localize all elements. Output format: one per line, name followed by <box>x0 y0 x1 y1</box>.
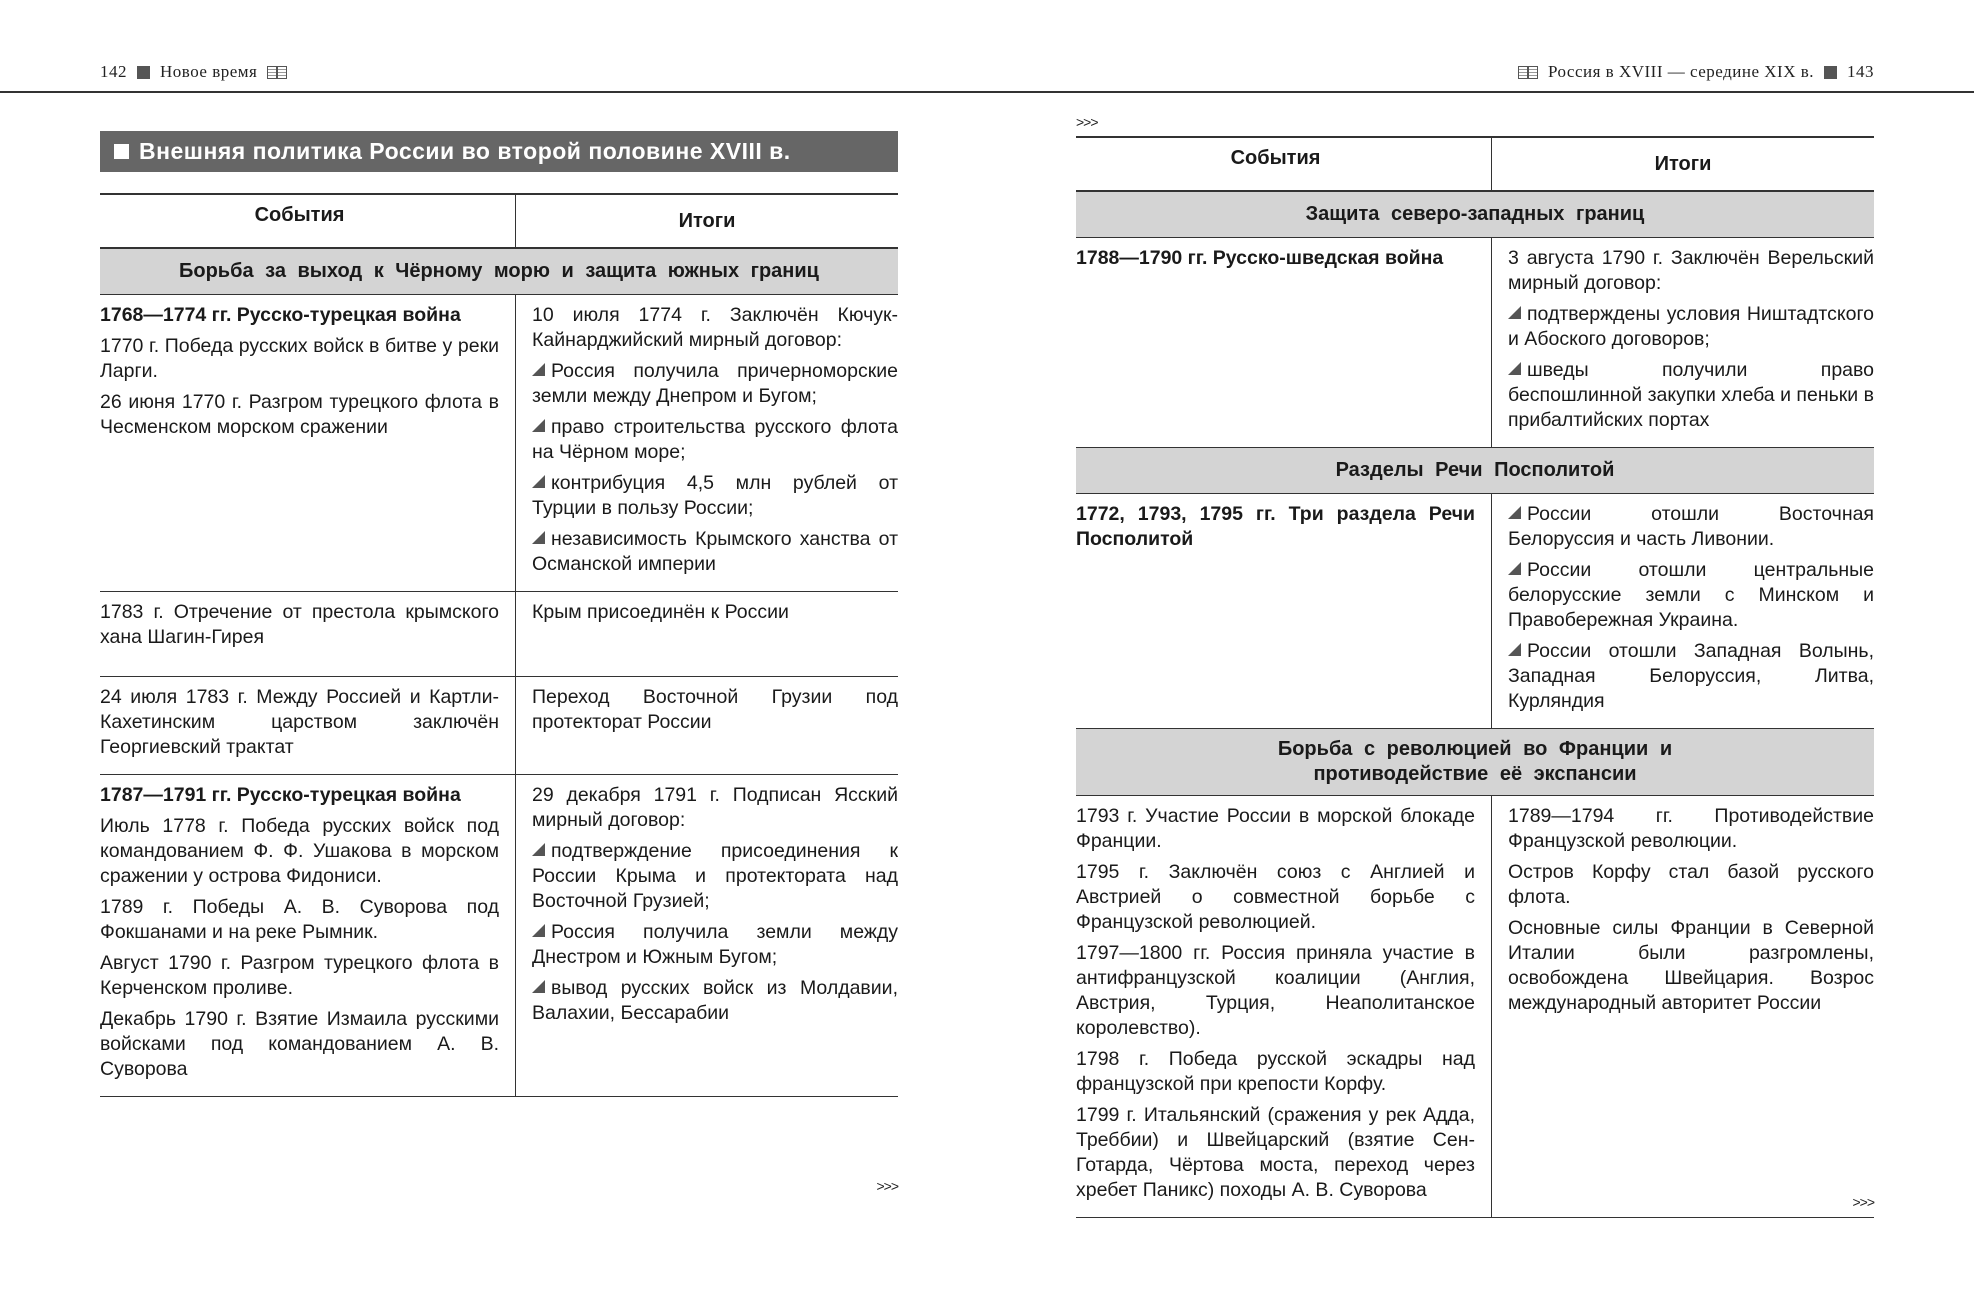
bullet-list <box>1508 502 1874 714</box>
table-row <box>100 677 898 775</box>
events-cell <box>100 592 516 677</box>
triangle-bullet-icon <box>1508 643 1521 656</box>
results-cell <box>1492 494 1875 729</box>
section-row <box>1076 191 1874 238</box>
table-header-row <box>100 194 898 248</box>
bullet-item <box>1508 639 1874 714</box>
table-row <box>1076 494 1874 729</box>
bullet-text: подтверждение присоединения к России Крыма и протектората над Восточной Грузией; <box>532 840 898 912</box>
bullet-list <box>532 839 898 1026</box>
events-cell <box>100 295 516 592</box>
bullet-text: России отошли Западная Волынь, Западная Белоруссия, Литва, Курляндия <box>1508 640 1874 712</box>
col-header-results: Итоги <box>1492 137 1875 191</box>
result-intro: 3 августа 1790 г. Заключён Верельский мирный договор: <box>1508 247 1874 294</box>
section-row <box>1076 448 1874 494</box>
table-row <box>100 295 898 592</box>
section-row <box>100 248 898 295</box>
triangle-bullet-icon <box>1508 562 1521 575</box>
continue-marker: >>> <box>1852 1194 1874 1210</box>
event-text: 1789—1794 гг. Противодействие Французской революции. <box>1508 805 1874 852</box>
event-text: Август 1790 г. Разгром турецкого флота в Керченском проливе. <box>100 952 499 999</box>
event-text: Июль 1778 г. Победа русских войск под командованием Ф. Ф. Ушакова в морском сражении у острова Фидониси. <box>100 815 499 887</box>
results-cell <box>516 295 899 592</box>
event-text: Основные силы Франции в Северной Италии были разгромлены, освобождена Швейцария. Возрос международный авторитет России <box>1508 917 1874 1014</box>
bullet-item <box>532 976 898 1026</box>
bullet-item <box>532 471 898 521</box>
bullet-text: России отошли центральные белорусские земли с Минском и Правобережная Украина. <box>1508 559 1874 631</box>
right-table <box>1076 136 1874 1218</box>
event-text: 1787—1791 гг. Русско-турецкая война <box>100 784 461 806</box>
triangle-bullet-icon <box>532 843 545 856</box>
bullet-text: Россия получила земли между Днестром и Южным Бугом; <box>532 921 898 968</box>
bullet-item <box>1508 502 1874 552</box>
bullet-text: вывод русских войск из Молдавии, Валахии, Бессарабии <box>532 977 898 1024</box>
triangle-bullet-icon <box>532 531 545 544</box>
event-text: 1789 г. Победы А. В. Суворова под Фокшанами и на реке Рымник. <box>100 896 499 943</box>
event-text: 1788—1790 гг. Русско-шведская война <box>1076 247 1444 269</box>
results-cell <box>516 775 899 1097</box>
event-text: Остров Корфу стал базой русского флота. <box>1508 861 1874 908</box>
continued-marker: >>> <box>1076 114 1098 130</box>
table-row <box>1076 796 1874 1218</box>
events-cell <box>1076 238 1492 448</box>
events-cell <box>100 775 516 1097</box>
square-icon <box>114 144 129 159</box>
bullet-list <box>1508 302 1874 433</box>
left-section-title: Новое время <box>160 62 258 81</box>
bullet-item <box>1508 358 1874 433</box>
event-text: 1799 г. Итальянский (сражения у рек Адда, Треббии) и Швейцарский (взятие Сен-Готарда, Чёртова моста, переход через хребет Паникс) походы А. В. Суворова <box>1076 1104 1475 1201</box>
event-text: 1768—1774 гг. Русско-турецкая война <box>100 304 461 326</box>
triangle-bullet-icon <box>1508 362 1521 375</box>
section-title: Разделы Речи Посполитой <box>1076 448 1874 494</box>
event-text: 1772, 1793, 1795 гг. Три раздела Речи Посполитой <box>1076 503 1475 550</box>
events-cell <box>1076 796 1492 1218</box>
results-cell <box>1492 796 1875 1218</box>
continue-marker: >>> <box>876 1178 898 1194</box>
results-cell <box>1492 238 1875 448</box>
event-text: 1770 г. Победа русских войск в битве у реки Ларги. <box>100 335 499 382</box>
bullet-text: шведы получили право беспошлинной закупки хлеба и пеньки в прибалтийских портах <box>1508 359 1874 431</box>
table-row <box>100 592 898 677</box>
result-intro: 29 декабря 1791 г. Подписан Ясский мирный договор: <box>532 784 898 831</box>
results-cell <box>516 677 899 775</box>
right-section-title: Россия в XVIII — середине XIX в. <box>1547 62 1814 81</box>
result-intro: 10 июля 1774 г. Заключён Кючук-Кайнарджийский мирный договор: <box>532 304 898 351</box>
bullet-text: право строительства русского флота на Чёрном море; <box>532 416 898 463</box>
section-title: Борьба с революцией во Франции и противодействие её экспансии <box>1076 729 1874 796</box>
bullet-item <box>532 359 898 409</box>
table-header-row <box>1076 137 1874 191</box>
bullet-item <box>532 920 898 970</box>
bullet-item <box>1508 302 1874 352</box>
triangle-bullet-icon <box>1508 306 1521 319</box>
right-page-number: 143 <box>1847 62 1874 81</box>
bullet-item <box>532 839 898 914</box>
section-row <box>1076 729 1874 796</box>
event-text: 1795 г. Заключён союз с Англией и Австрией о совместной борьбе с Французской революцией. <box>1076 861 1475 933</box>
event-text: 1797—1800 гг. Россия приняла участие в антифранцузской коалиции (Англия, Австрия, Турция, Неаполитанское королевство). <box>1076 942 1475 1039</box>
results-cell <box>516 592 899 677</box>
table-title-bar <box>100 131 898 172</box>
bullet-text: Россия получила причерноморские земли между Днепром и Бугом; <box>532 360 898 407</box>
left-table <box>100 193 898 1097</box>
event-text: 1783 г. Отречение от престола крымского хана Шагин-Гирея <box>100 601 499 648</box>
triangle-bullet-icon <box>532 475 545 488</box>
bullet-text: подтверждены условия Ништадтского и Абоского договоров; <box>1508 303 1874 350</box>
result-text: Крым присоединён к России <box>532 601 789 623</box>
bullet-text: России отошли Восточная Белоруссия и часть Ливонии. <box>1508 503 1874 550</box>
col-header-events: События <box>1076 137 1492 191</box>
events-cell <box>100 677 516 775</box>
triangle-bullet-icon <box>532 419 545 432</box>
bullet-text: независимость Крымского ханства от Османской империи <box>532 528 898 575</box>
bullet-list <box>532 359 898 577</box>
bullet-item <box>532 415 898 465</box>
events-cell <box>1076 494 1492 729</box>
event-text: Декабрь 1790 г. Взятие Измаила русскими войсками под командованием А. В. Суворова <box>100 1008 499 1080</box>
result-text: Переход Восточной Грузии под протекторат России <box>532 686 898 733</box>
triangle-bullet-icon <box>1508 506 1521 519</box>
left-page-number: 142 <box>100 62 127 81</box>
bullet-item <box>1508 558 1874 633</box>
bullet-text: контрибуция 4,5 млн рублей от Турции в пользу России; <box>532 472 898 519</box>
left-page <box>100 0 898 1194</box>
event-text: 1793 г. Участие России в морской блокаде Франции. <box>1076 805 1475 852</box>
event-text: 1798 г. Победа русской эскадры над французской при крепости Корфу. <box>1076 1048 1475 1095</box>
bullet-item <box>532 527 898 577</box>
col-header-events: События <box>100 194 516 248</box>
event-text: 24 июля 1783 г. Между Россией и Картли-Кахетинским царством заключён Георгиевский трактат <box>100 686 499 758</box>
right-page <box>1076 0 1874 1218</box>
section-title: Борьба за выход к Чёрному морю и защита южных границ <box>100 248 898 295</box>
section-title: Защита северо-западных границ <box>1076 191 1874 238</box>
triangle-bullet-icon <box>532 363 545 376</box>
table-row <box>100 775 898 1097</box>
triangle-bullet-icon <box>532 980 545 993</box>
table-row <box>1076 238 1874 448</box>
triangle-bullet-icon <box>532 924 545 937</box>
event-text: 26 июня 1770 г. Разгром турецкого флота в Чесменском морском сражении <box>100 391 499 438</box>
col-header-results: Итоги <box>516 194 899 248</box>
table-title: Внешняя политика России во второй половине XVIII в. <box>139 138 791 164</box>
